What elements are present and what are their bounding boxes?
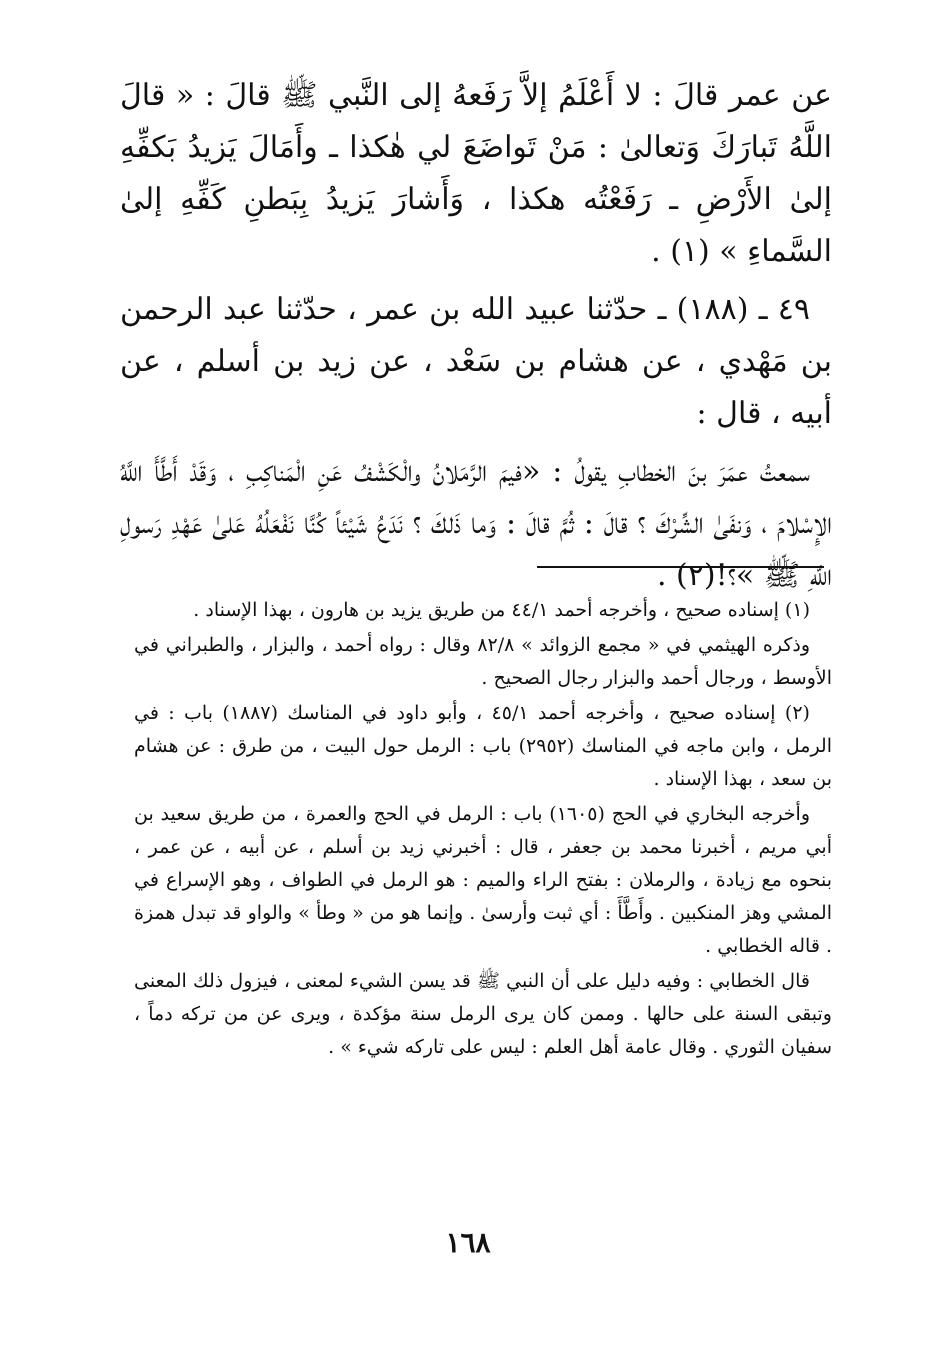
footnote-separator xyxy=(537,566,824,568)
footnote-2-continued: وأخرجه البخاري في الحج (١٦٠٥) باب : الرمل في الحج والعمرة ، من طريق سعيد بن أبي مريم ، أخبرنا محمد بن جعفر ، قال : أخبرني زيد بن أسلم ، عن أبيه ، عن عمر ، بنحوه مع زيادة ، والرملان : بفتح الراء والميم : هو الرمل في الطواف ، وهو الإسراع في المشي وهز المنكبين . وأَطَّأَ : أي ثبت وأرسىٰ . وإنما هو من « وطأ » والواو قد تبدل همزة . قاله الخطابي . xyxy=(134,803,832,957)
footnote-1-continued: وذكره الهيثمي في « مجمع الزوائد » ٨٢/٨ وقال : رواه أحمد ، والبزار ، والطبراني في الأوسط ، ورجال أحمد والبزار رجال الصحيح . xyxy=(134,634,832,689)
main-text xyxy=(120,70,832,602)
footnote-1: (١) إسناده صحيح ، وأخرجه أحمد ٤٤/١ من طريق يزيد بن هارون ، بهذا الإسناد . xyxy=(193,599,810,621)
hadith-paragraph-2: ٤٩ ـ (١٨٨) ـ حدّثنا عبيد الله بن عمر ، حدّثنا عبد الرحمن بن مَهْدي ، عن هشام بن سَعْد ، عن زيد بن أسلم ، عن أبيه ، قال : xyxy=(120,292,832,431)
hadith-paragraph-3: سمعتُ عمَرَ بنَ الخطابِ يقولُ : «فيمَ الرَّمَلانُ والْكَشْفُ عَنِ الْمَناكِبِ ، وَقَدْ أَطَّأَ اللَّهُ الإِسْلامَ ، وَنفَىٰ الشِّرْكَ ؟ قالَ : ثُمَّ قالَ : وَما ذَلكَ ؟ نَدَعُ شَيْئاً كُنَّا نَفْعَلُهُ عَلىٰ عَهْدِ رَسولِ اللَّهِ ﷺ »؟!(٢) . xyxy=(120,454,832,593)
footnote-2: (٢) إسناده صحيح ، وأخرجه أحمد ٤٥/١ ، وأبو داود في المناسك (١٨٨٧) باب : في الرمل ، وابن ماجه في المناسك (٢٩٥٢) باب : الرمل حول البيت ، من طرق : عن هشام بن سعد ، بهذا الإسناد . xyxy=(134,702,832,790)
footnotes xyxy=(134,594,832,1064)
footnote-2-khattabi: قال الخطابي : وفيه دليل على أن النبي ﷺ قد يسن الشيء لمعنى ، فيزول ذلك المعنى وتبقى السنة على حالها . وممن كان يرى الرمل سنة مؤكدة ، ويرى عن من تركه دماً ، سفيان الثوري . وقال عامة أهل العلم : ليس على تاركه شيء » . xyxy=(134,970,832,1058)
hadith-paragraph-1: عن عمر قالَ : لا أَعْلَمُ إلاَّ رَفَعهُ إلى النَّبي ﷺ قالَ : « قالَ اللَّهُ تَبارَكَ وَتعالىٰ : مَنْ تَواضَعَ لي هٰكذا ـ وأَمَالَ يَزيدُ بَكفِّهِ إلىٰ الأَرْضِ ـ رَفَعْتُه هكذا ، وَأَشارَ يَزيدُ بِبَطنِ كَفِّهِ إلىٰ السَّماءِ » (١) . xyxy=(120,78,832,269)
page-number: ١٦٨ xyxy=(445,1226,491,1259)
